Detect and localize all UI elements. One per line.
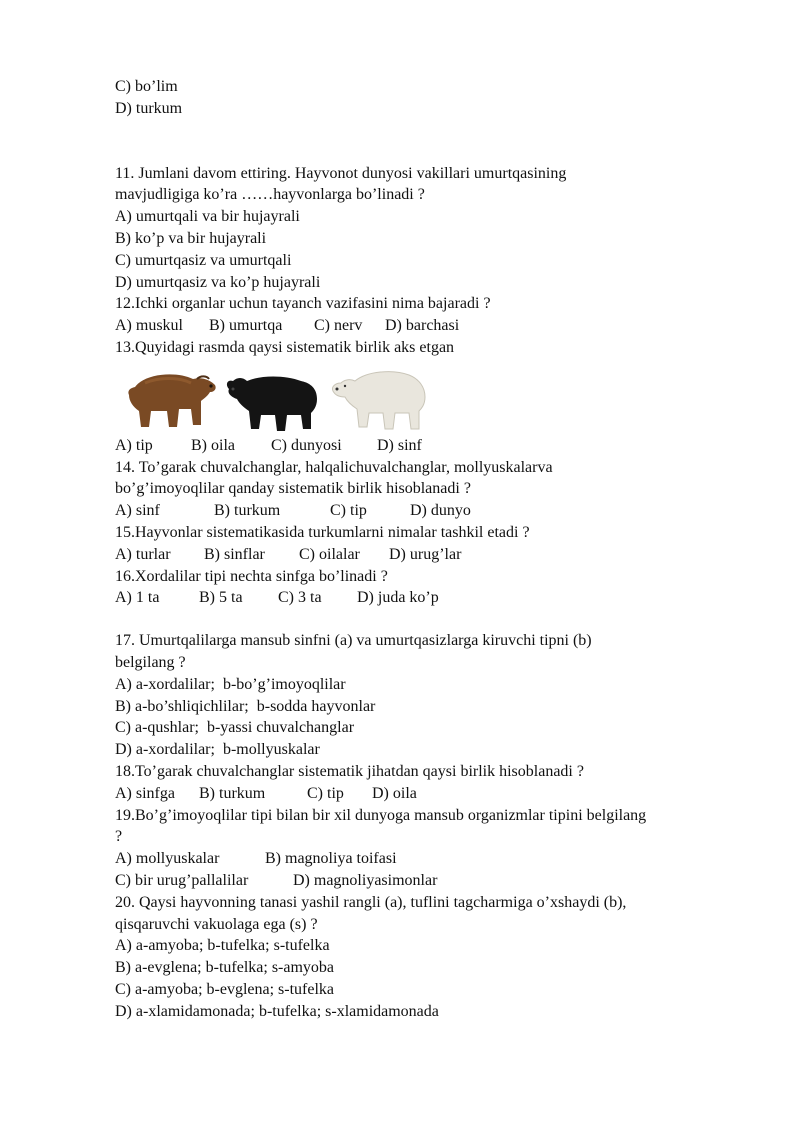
q19-options-cd [115, 870, 755, 892]
q12-options [115, 315, 755, 337]
q15-option-b: B) sinflar [204, 545, 265, 563]
q17-option-d: D) a-xordalilar; b-mollyuskalar [115, 741, 320, 759]
polar-bear-image [327, 365, 431, 435]
question-18-text: 18.To’garak chuvalchanglar sistematik jihatdan qaysi birlik hisoblanadi ? [115, 762, 584, 780]
q17-option-c: C) a-qushlar; b-yassi chuvalchanglar [115, 719, 355, 737]
q15-option-c: C) oilalar [299, 545, 360, 563]
q14-option-d: D) dunyo [410, 502, 471, 520]
q20-option-b: B) a-evglena; b-tufelka; s-amyoba [115, 959, 335, 977]
worksheet [115, 76, 755, 1022]
question-20 [115, 892, 755, 1023]
question-14 [115, 457, 755, 522]
q16-option-b: B) 5 ta [199, 589, 243, 607]
q12-option-c: C) nerv [314, 317, 363, 335]
q19-option-d: D) magnoliyasimonlar [293, 871, 438, 889]
q14-option-b: B) turkum [214, 502, 281, 520]
question-16-text: 16.Xordalilar tipi nechta sinfga bo’linadi ? [115, 567, 388, 585]
question-17-text-cont: belgilang ? [115, 653, 186, 671]
q19-options-ab [115, 848, 755, 870]
q12-option-b: B) umurtqa [209, 317, 283, 335]
q16-option-d: D) juda ko’p [357, 589, 439, 607]
prev-option-d: D) turkum [115, 99, 183, 117]
q13-option-a: A) tip [115, 436, 153, 454]
q20-option-a: A) a-amyoba; b-tufelka; s-tufelka [115, 937, 330, 955]
q11-option-d: D) umurtqasiz va ko’p hujayrali [115, 273, 321, 291]
q19-option-c: C) bir urug’pallalilar [115, 871, 249, 889]
q13-options [115, 435, 755, 457]
q16-option-a: A) 1 ta [115, 589, 160, 607]
q17-option-a: A) a-xordalilar; b-bo’g’imoyoqlilar [115, 675, 346, 693]
question-11 [115, 163, 755, 294]
q12-option-a: A) muskul [115, 317, 183, 335]
q13-option-c: C) dunyosi [271, 436, 342, 454]
q19-option-a: A) mollyuskalar [115, 850, 220, 868]
question-20-text: 20. Qaysi hayvonning tanasi yashil rangli (a), tuflini tagcharmiga o’xshaydi (b), [115, 893, 627, 911]
question-12-text: 12.Ichki organlar uchun tayanch vazifasini nima bajaradi ? [115, 295, 491, 313]
question-13-text: 13.Quyidagi rasmda qaysi sistematik birlik aks etgan [115, 338, 455, 356]
bears-image [115, 361, 755, 435]
q14-option-c: C) tip [330, 502, 367, 520]
q18-option-a: A) sinfga [115, 784, 175, 802]
q18-option-d: D) oila [372, 784, 417, 802]
q11-option-a: A) umurtqali va bir hujayrali [115, 208, 300, 226]
brown-bear-image [115, 365, 219, 435]
question-17-text: 17. Umurtqalilarga mansub sinfni (a) va umurtqasizlarga kiruvchi tipni (b) [115, 632, 592, 650]
q15-option-d: D) urug’lar [389, 545, 462, 563]
q19-option-b: B) magnoliya toifasi [265, 850, 397, 868]
prev-option-c: C) bo’lim [115, 78, 178, 95]
question-15-text: 15.Hayvonlar sistematikasida turkumlarni nimalar tashkil etadi ? [115, 523, 530, 541]
q18-options [115, 783, 755, 805]
q14-options [115, 500, 755, 522]
question-14-text: 14. To’garak chuvalchanglar, halqalichuvalchanglar, mollyuskalarva [115, 458, 553, 476]
q20-option-d: D) a-xlamidamonada; b-tufelka; s-xlamidamonada [115, 1002, 439, 1020]
q14-option-a: A) sinf [115, 502, 160, 520]
question-18 [115, 761, 755, 805]
q20-option-c: C) a-amyoba; b-evglena; s-tufelka [115, 980, 335, 998]
question-17 [115, 630, 755, 761]
question-15 [115, 522, 755, 566]
question-11-text: 11. Jumlani davom ettiring. Hayvonot dunyosi vakillari umurtqasining [115, 164, 567, 182]
q18-option-c: C) tip [307, 784, 344, 802]
q15-option-a: A) turlar [115, 545, 171, 563]
q13-option-d: D) sinf [377, 436, 422, 454]
question-11-text-cont: mavjudligiga ko’ra ……hayvonlarga bo’linadi ? [115, 186, 425, 204]
question-20-text-cont: qisqaruvchi vakuolaga ega (s) ? [115, 915, 318, 933]
q13-option-b: B) oila [191, 436, 235, 454]
question-19-text-cont: ? [115, 828, 123, 846]
question-19 [115, 805, 755, 892]
q12-option-d: D) barchasi [385, 317, 460, 335]
q16-options [115, 587, 755, 609]
question-13 [115, 337, 755, 457]
question-16 [115, 566, 755, 610]
q18-option-b: B) turkum [199, 784, 266, 802]
question-19-text: 19.Bo’g’imoyoqlilar tipi bilan bir xil dunyoga mansub organizmlar tipini belgilang [115, 806, 647, 824]
question-12 [115, 293, 755, 337]
q11-option-c: C) umurtqasiz va umurtqali [115, 251, 292, 269]
q11-option-b: B) ko’p va bir hujayrali [115, 229, 267, 247]
q16-option-c: C) 3 ta [278, 589, 322, 607]
question-14-text-cont: bo’g’imoyoqlilar qanday sistematik birlik hisoblanadi ? [115, 480, 471, 498]
black-bear-image [221, 369, 325, 435]
q17-option-b: B) a-bo’shliqichlilar; b-sodda hayvonlar [115, 697, 376, 715]
q15-options [115, 544, 755, 566]
